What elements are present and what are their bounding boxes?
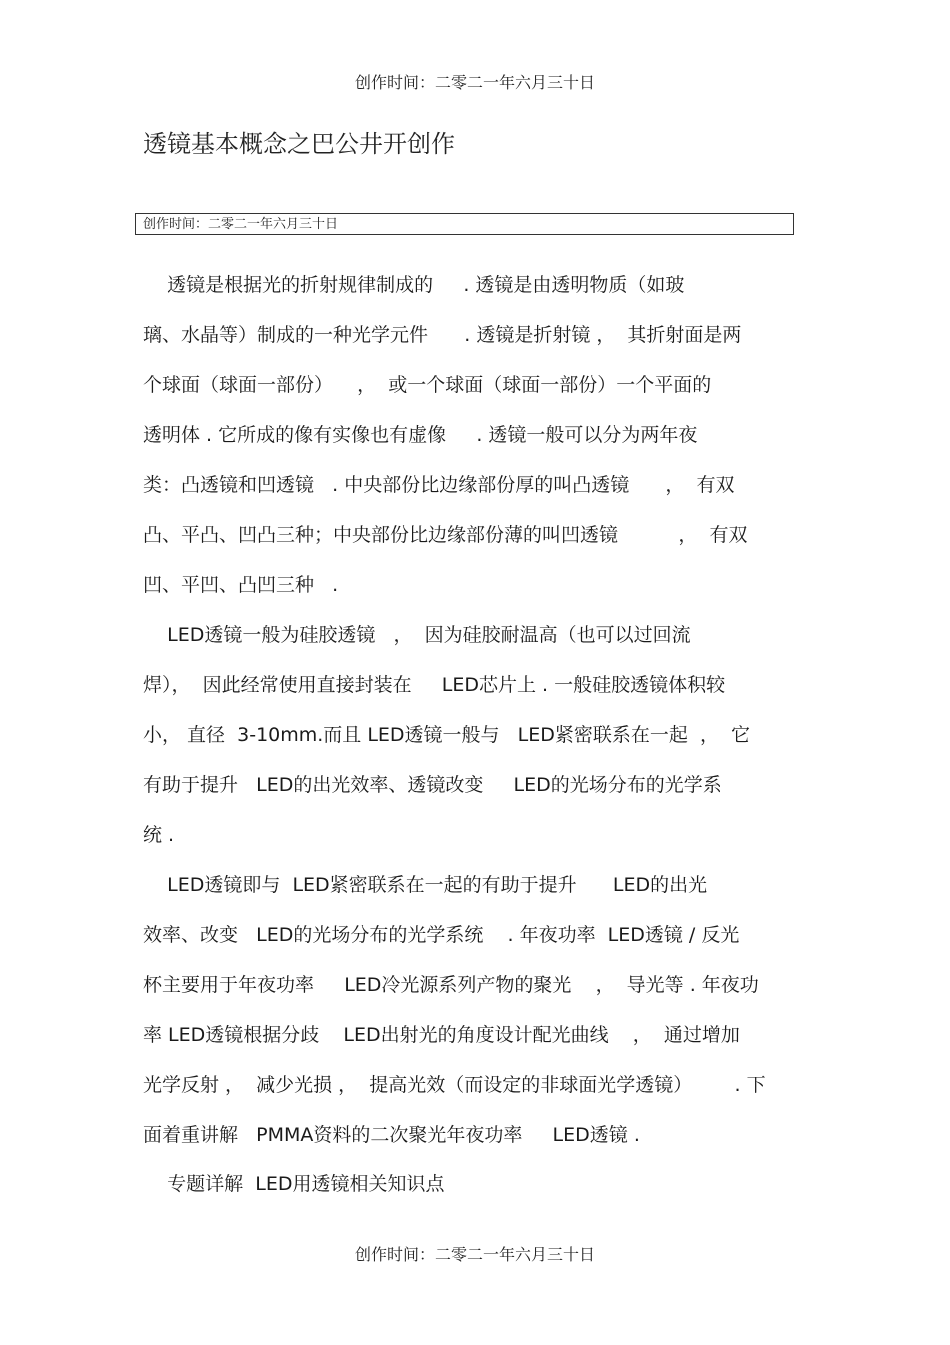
paragraph-line: 光学反射 ， 减少光损 ， 提高光效（而设定的非球面光学透镜） . 下: [143, 1074, 766, 1096]
paragraph-line: 凹、平凹、凸凹三种 .: [143, 574, 339, 596]
paragraph-line: 凸、平凸、凹凸三种；中央部份比边缘部份薄的叫凹透镜 ， 有双: [143, 524, 748, 546]
paragraph-line: 透明体 . 它所成的像有实像也有虚像 . 透镜一般可以分为两年夜: [143, 424, 698, 446]
paragraph-line: 类：凸透镜和凹透镜 . 中央部份比边缘部份厚的叫凸透镜 ， 有双: [143, 474, 735, 496]
paragraph-line: 效率、改变 LED的光场分布的光学系统 . 年夜功率 LED透镜 / 反光: [143, 924, 740, 946]
page-header-stamp: 创作时间：二零二一年六月三十日: [354, 73, 595, 92]
page-footer-stamp: 创作时间：二零二一年六月三十日: [354, 1245, 595, 1264]
paragraph-line: 面着重讲解 PMMA资料的二次聚光年夜功率 LED透镜 .: [143, 1124, 640, 1146]
boxed-creation-stamp: 创作时间：二零二一年六月三十日: [135, 213, 794, 235]
paragraph-line: 有助于提升 LED的出光效率、透镜改变 LED的光场分布的光学系: [143, 774, 722, 796]
document-title: 透镜基本概念之巴公井开创作: [143, 130, 455, 158]
paragraph-line: 璃、水晶等）制成的一种光学元件 . 透镜是折射镜 ， 其折射面是两: [143, 324, 742, 346]
paragraph-line: 个球面（球面一部份） ， 或一个球面（球面一部份）一个平面的: [143, 374, 712, 396]
paragraph-line: 率 LED透镜根据分歧 LED出射光的角度设计配光曲线 ， 通过增加: [143, 1024, 740, 1046]
paragraph-line: 透镜是根据光的折射规律制成的 . 透镜是由透明物质（如玻: [143, 274, 685, 296]
paragraph-line: 杯主要用于年夜功率 LED冷光源系列产物的聚光 ， 导光等 . 年夜功: [143, 974, 759, 996]
paragraph-line: LED透镜即与 LED紧密联系在一起的有助于提升 LED的出光: [143, 874, 708, 896]
paragraph-line: 小， 直径 3-10mm.而且 LED透镜一般与 LED紧密联系在一起 ， 它: [143, 724, 751, 746]
paragraph-line: 专题详解 LED用透镜相关知识点: [143, 1173, 445, 1195]
paragraph-line: LED透镜一般为硅胶透镜 ， 因为硅胶耐温高（也可以过回流: [143, 624, 691, 646]
paragraph-line: 焊）， 因此经常使用直接封装在 LED芯片上 . 一般硅胶透镜体积较: [143, 674, 726, 696]
paragraph-line: 统 .: [143, 824, 175, 846]
